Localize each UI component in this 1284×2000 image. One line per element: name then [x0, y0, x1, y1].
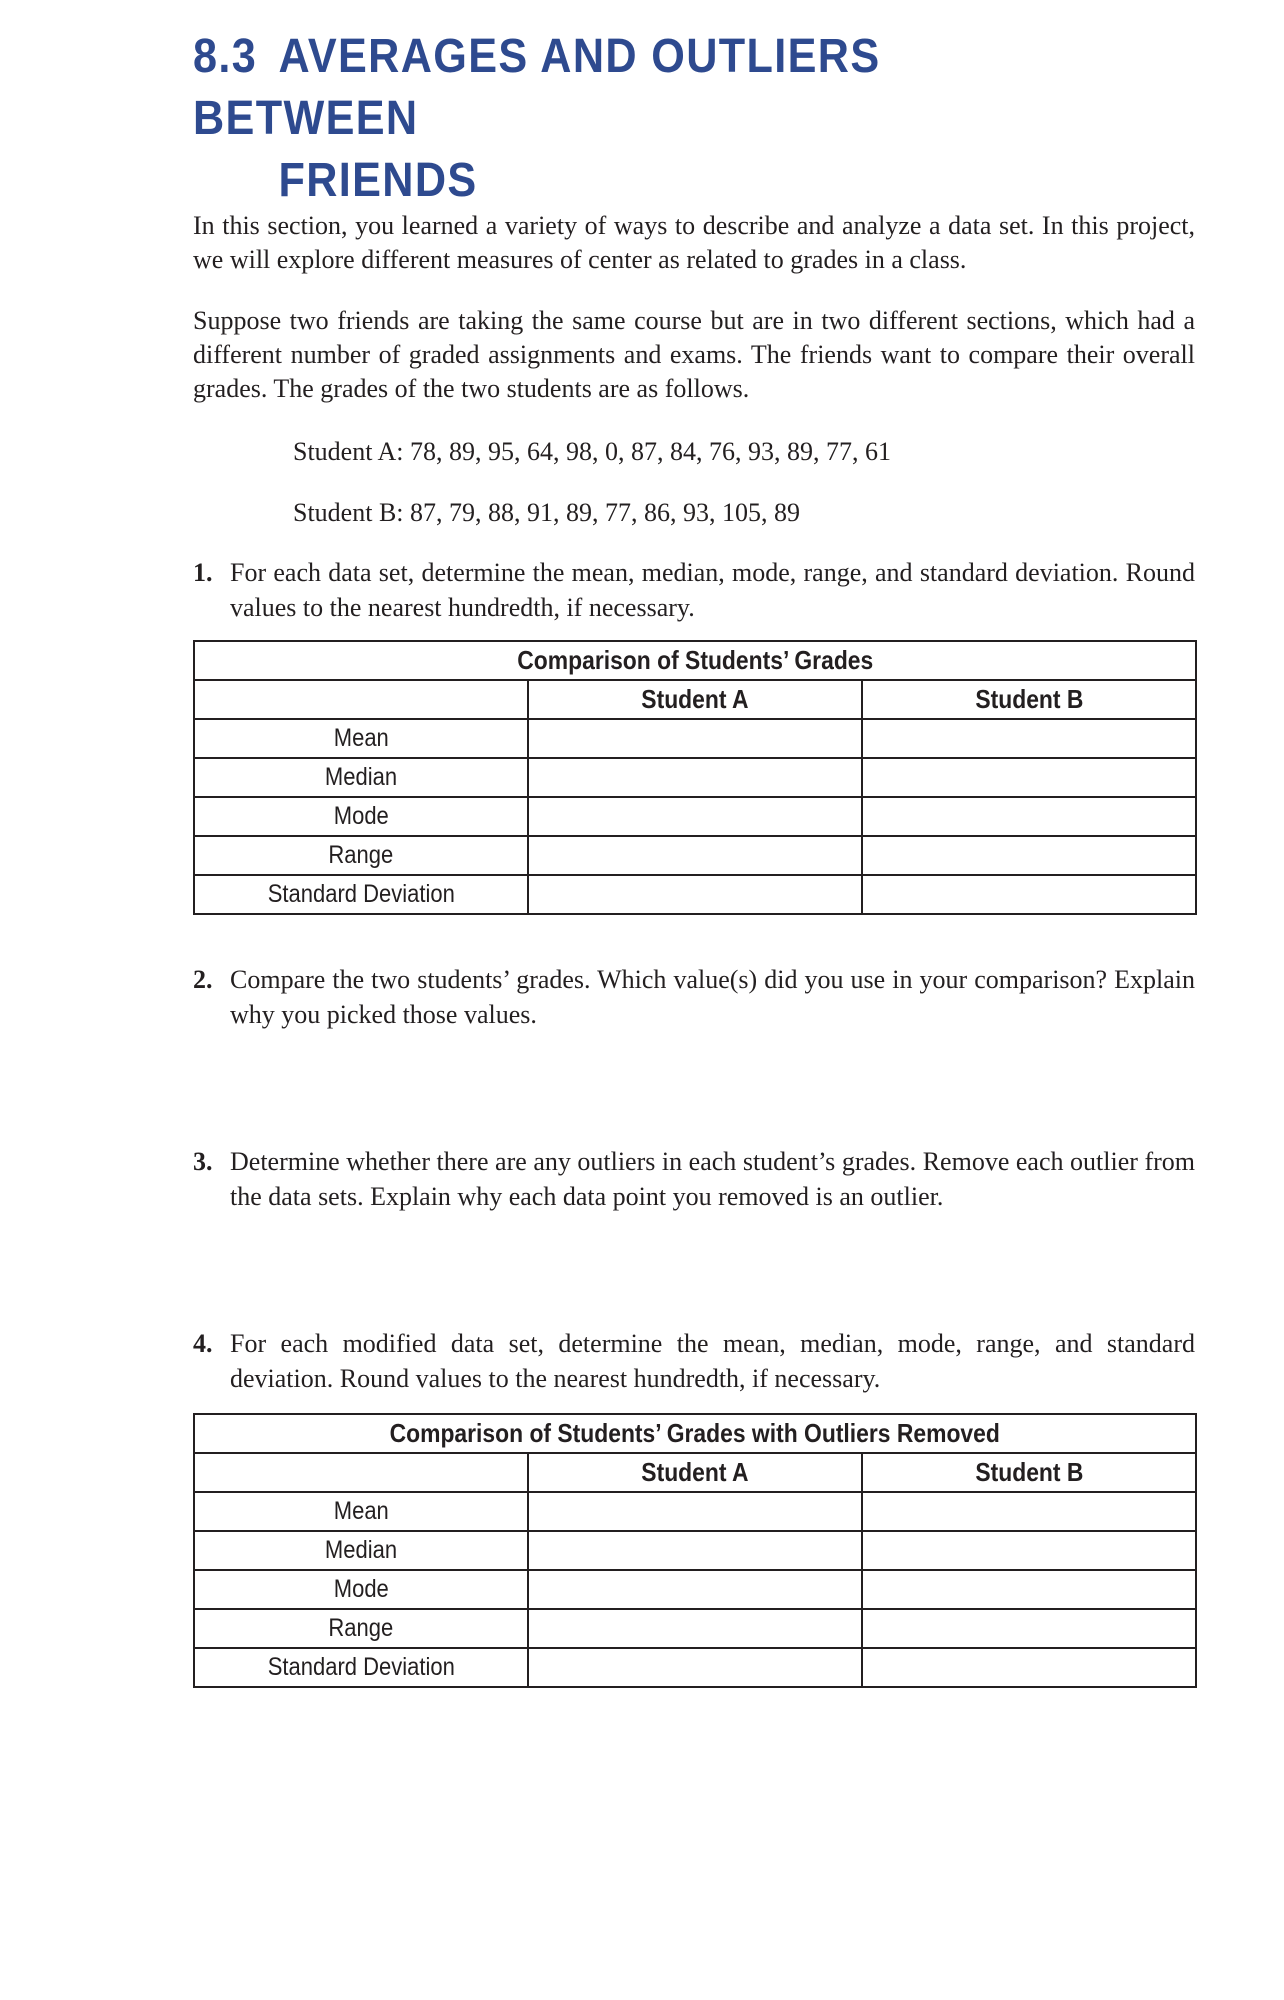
- section-title-line2: FRIENDS: [278, 154, 478, 207]
- student-b-data: Student B: 87, 79, 88, 91, 89, 77, 86, 93, 105, 89: [293, 498, 801, 527]
- table-corner-cell: [194, 1453, 528, 1492]
- row-label-range: Range: [194, 1609, 528, 1648]
- row-label-mode: Mode: [194, 1570, 528, 1609]
- question-3: [193, 1144, 1195, 1214]
- answer-cell[interactable]: [862, 797, 1196, 836]
- table-corner-cell: [194, 680, 528, 719]
- intro-paragraph-1: In this section, you learned a variety of ways to describe and analyze a data set. In this project, we will explore different measures of center as related to grades in a class.: [193, 211, 1195, 274]
- answer-cell[interactable]: [862, 1531, 1196, 1570]
- answer-cell[interactable]: [862, 836, 1196, 875]
- row-label-range: Range: [194, 836, 528, 875]
- question-text: For each data set, determine the mean, median, mode, range, and standard deviation. Round values to the nearest hundredth, if necessary.: [230, 558, 1195, 622]
- grades-table: [193, 640, 1197, 915]
- answer-cell[interactable]: [862, 1648, 1196, 1687]
- answer-cell[interactable]: [862, 1492, 1196, 1531]
- row-label-median: Median: [194, 1531, 528, 1570]
- answer-cell[interactable]: [862, 758, 1196, 797]
- column-header-student-b: Student B: [862, 1453, 1196, 1492]
- answer-cell[interactable]: [862, 1570, 1196, 1609]
- grades-outliers-removed-table: [193, 1413, 1197, 1688]
- row-label-mode: Mode: [194, 797, 528, 836]
- answer-cell[interactable]: [862, 1609, 1196, 1648]
- question-text: Determine whether there are any outliers in each student’s grades. Remove each outlier from the data sets. Explain why each data point you removed is an outlier.: [230, 1147, 1195, 1211]
- answer-cell[interactable]: [528, 797, 862, 836]
- question-number: 3.: [193, 1147, 213, 1176]
- question-number: 2.: [193, 965, 213, 994]
- row-label-standard-deviation: Standard Deviation: [194, 875, 528, 914]
- column-header-student-a: Student A: [528, 1453, 862, 1492]
- section-title-line1: AVERAGES AND OUTLIERS BETWEEN: [193, 30, 881, 145]
- table-row: [194, 836, 1196, 875]
- table-row: [194, 797, 1196, 836]
- answer-cell[interactable]: [528, 1492, 862, 1531]
- row-label-standard-deviation: Standard Deviation: [194, 1648, 528, 1687]
- question-2: [193, 962, 1195, 1032]
- table-row: [194, 1648, 1196, 1687]
- question-4: [193, 1326, 1195, 1396]
- table-caption: Comparison of Students’ Grades: [194, 641, 1196, 680]
- answer-cell[interactable]: [862, 719, 1196, 758]
- question-text: Compare the two students’ grades. Which value(s) did you use in your comparison? Explain why you picked those values.: [230, 965, 1195, 1029]
- answer-cell[interactable]: [528, 1609, 862, 1648]
- column-header-student-b: Student B: [862, 680, 1196, 719]
- answer-cell[interactable]: [528, 1648, 862, 1687]
- answer-cell[interactable]: [528, 1570, 862, 1609]
- answer-cell[interactable]: [528, 875, 862, 914]
- table-row: [194, 1492, 1196, 1531]
- column-header-student-a: Student A: [528, 680, 862, 719]
- table-row: [194, 1609, 1196, 1648]
- row-label-mean: Mean: [194, 1492, 528, 1531]
- question-number: 4.: [193, 1329, 213, 1358]
- question-1: [193, 555, 1195, 625]
- row-label-median: Median: [194, 758, 528, 797]
- table-row: [194, 719, 1196, 758]
- answer-cell[interactable]: [528, 836, 862, 875]
- answer-cell[interactable]: [862, 875, 1196, 914]
- intro-paragraph-2: Suppose two friends are taking the same course but are in two different sections, which had a different number of graded assignments and exams. The friends want to compare their overall grades. The grades of the two students are as follows.: [193, 306, 1195, 403]
- table-caption: Comparison of Students’ Grades with Outliers Removed: [194, 1414, 1196, 1453]
- student-a-data: Student A: 78, 89, 95, 64, 98, 0, 87, 84, 76, 93, 89, 77, 61: [293, 437, 892, 466]
- table-row: [194, 1531, 1196, 1570]
- question-text: For each modified data set, determine the mean, median, mode, range, and standard deviation. Round values to the nearest hundredth, if necessary.: [230, 1329, 1195, 1393]
- answer-cell[interactable]: [528, 719, 862, 758]
- question-number: 1.: [193, 558, 213, 587]
- table-row: [194, 1570, 1196, 1609]
- answer-cell[interactable]: [528, 758, 862, 797]
- table-row: [194, 758, 1196, 797]
- answer-cell[interactable]: [528, 1531, 862, 1570]
- section-number: 8.3: [193, 30, 258, 83]
- row-label-mean: Mean: [194, 719, 528, 758]
- section-title: [193, 26, 1095, 212]
- table-row: [194, 875, 1196, 914]
